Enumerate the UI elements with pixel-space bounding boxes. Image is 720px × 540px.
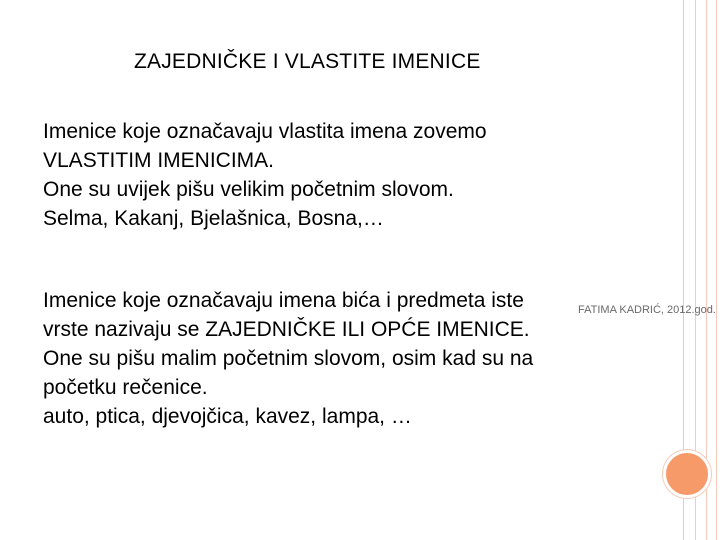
paragraph-line: Imenice koje označavaju imena bića i predmeta iste [43, 289, 524, 312]
paragraph-line: One su pišu malim početnim slovom, osim kad su na [43, 347, 534, 370]
paragraph-line: vrste nazivaju se ZAJEDNIČKE ILI OPĆE IMENICE. [43, 318, 530, 341]
paragraph-line: VLASTITIM IMENICIMA. [43, 149, 275, 172]
paragraph-common-nouns [43, 286, 533, 431]
paragraph-line: Imenice koje označavaju vlastita imena zovemo [43, 120, 487, 143]
paragraph-line: One su uvijek pišu velikim početnim slovom. [43, 178, 454, 201]
paragraph-line: Selma, Kakanj, Bjelašnica, Bosna,… [43, 207, 384, 230]
paragraph-line: početku rečenice. [43, 376, 208, 399]
decorative-circle [663, 450, 711, 498]
footer-author: FATIMA KADRIĆ, 2012.god. [578, 304, 716, 316]
slide-title: ZAJEDNIČKE I VLASTITE IMENICE [134, 50, 481, 73]
paragraph-line: auto, ptica, djevojčica, kavez, lampa, … [43, 405, 412, 428]
paragraph-proper-nouns [43, 117, 487, 233]
decorative-rule [716, 0, 717, 540]
